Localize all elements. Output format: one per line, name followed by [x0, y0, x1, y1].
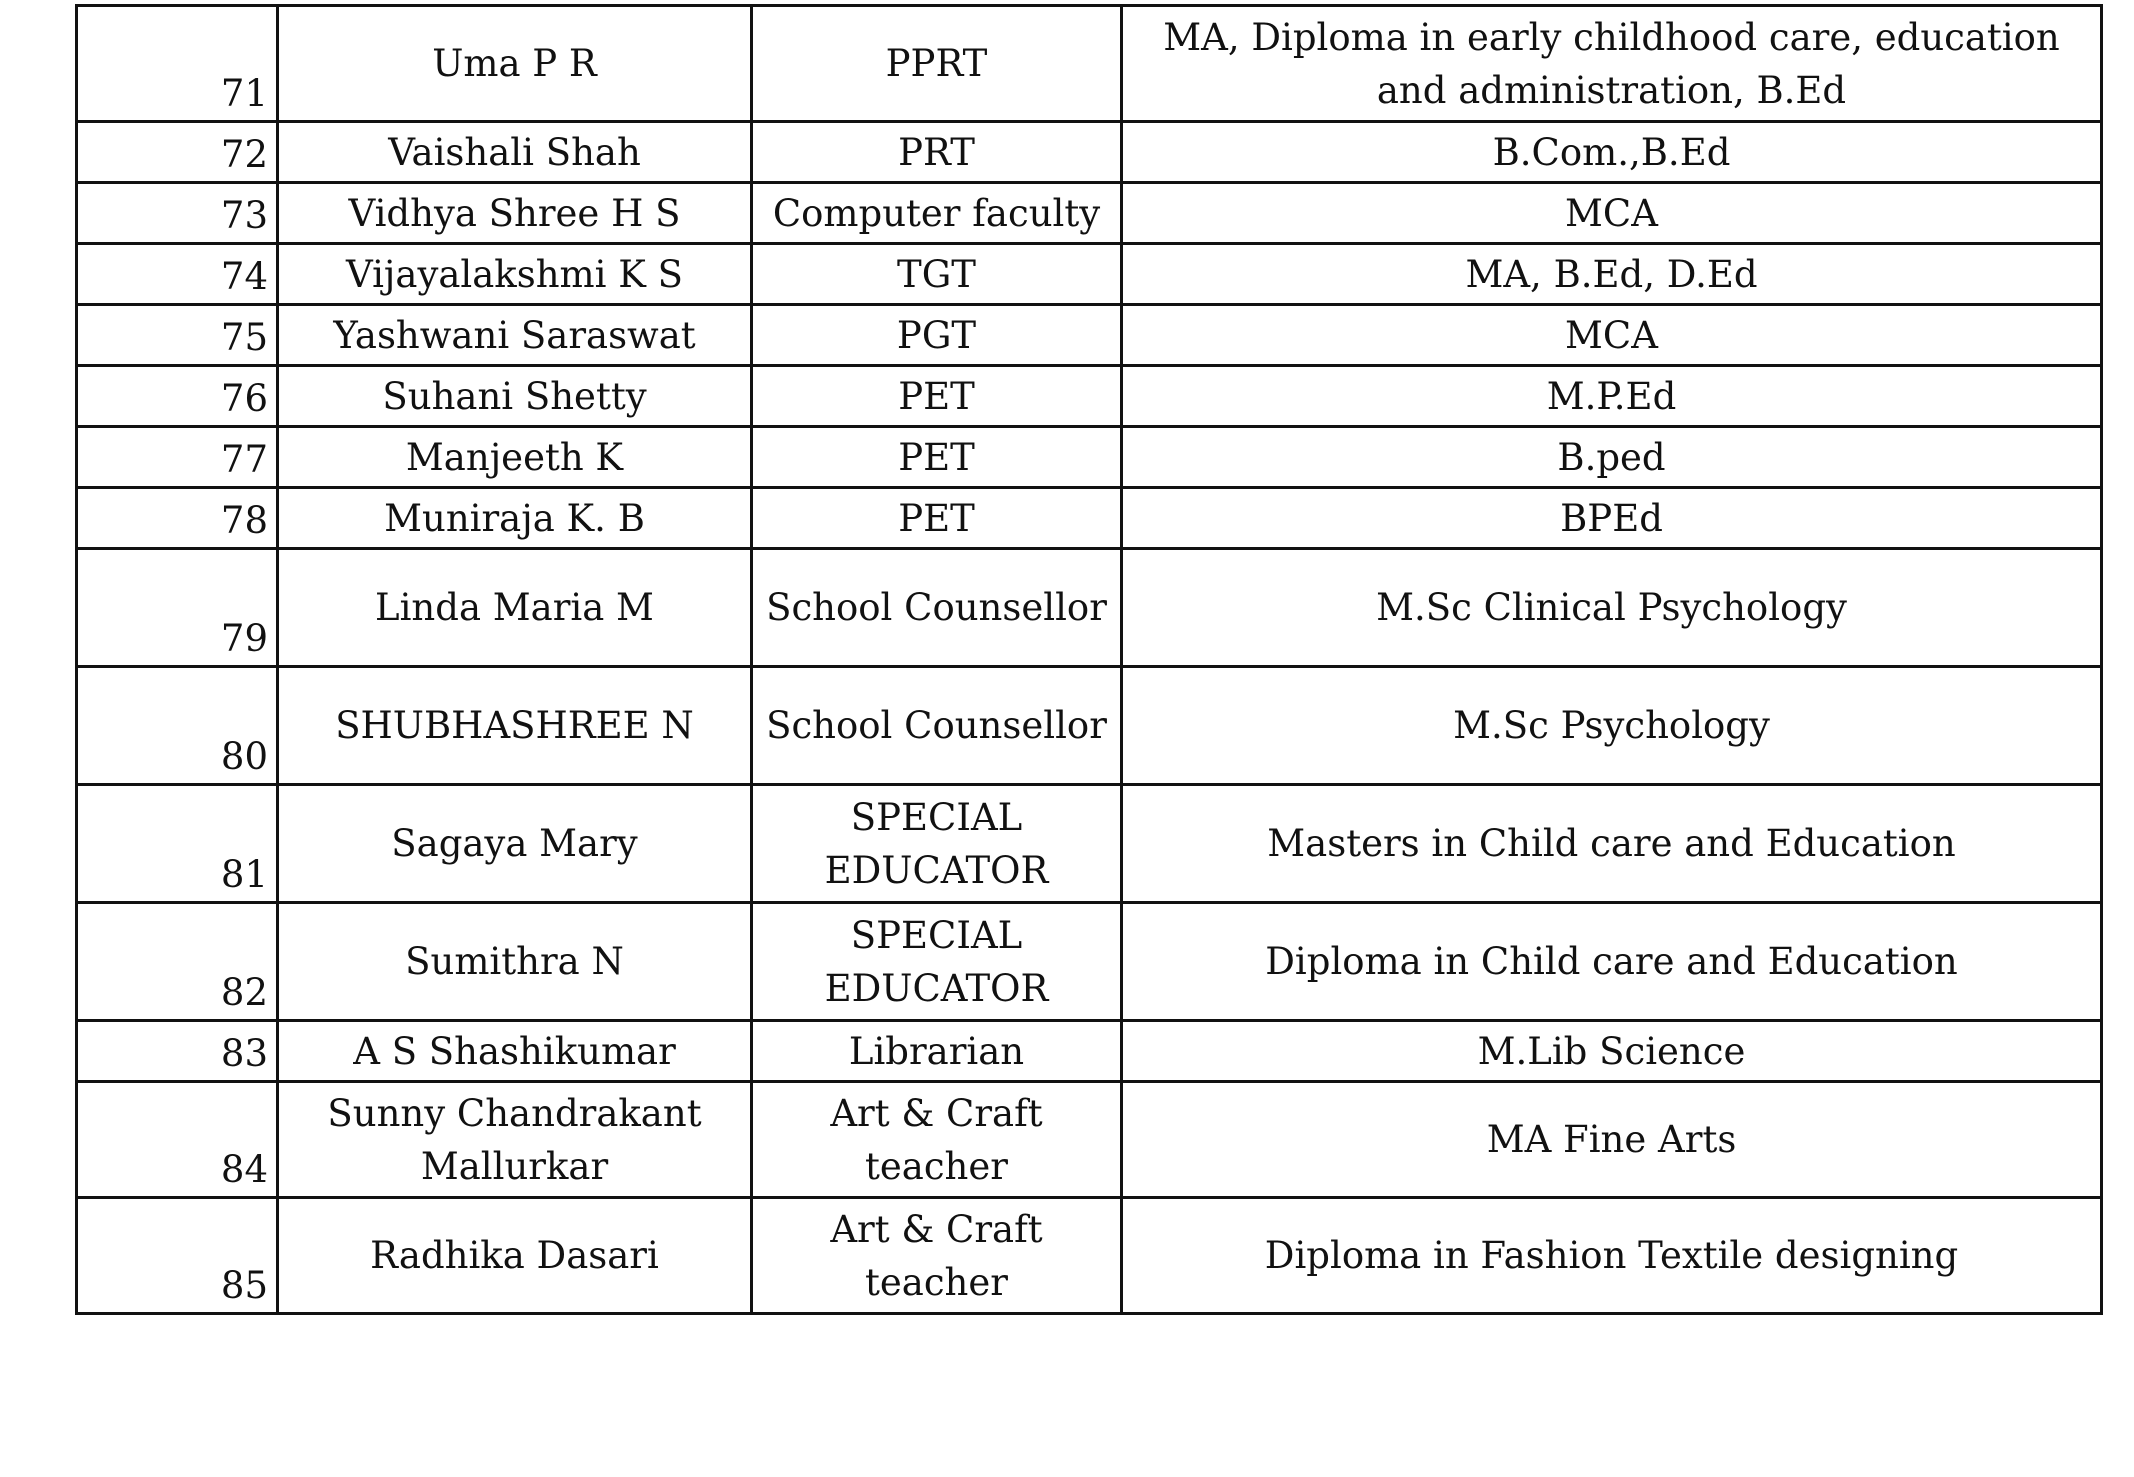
staff-name: Vaishali Shah: [278, 122, 752, 183]
serial-number: 79: [77, 549, 278, 667]
table-row: [77, 6, 2102, 122]
staff-qualification: MCA: [1122, 183, 2102, 244]
staff-designation: SPECIAL EDUCATOR: [752, 785, 1122, 903]
staff-designation: PET: [752, 488, 1122, 549]
table-row: [77, 366, 2102, 427]
staff-designation: Computer faculty: [752, 183, 1122, 244]
serial-number: 81: [77, 785, 278, 903]
staff-designation: TGT: [752, 244, 1122, 305]
staff-name: Radhika Dasari: [278, 1198, 752, 1314]
staff-name: SHUBHASHREE N: [278, 667, 752, 785]
table-row: [77, 785, 2102, 903]
table-row: [77, 1198, 2102, 1314]
table-row: [77, 427, 2102, 488]
serial-number: 71: [77, 6, 278, 122]
staff-qualification: M.Lib Science: [1122, 1021, 2102, 1082]
table-row: [77, 244, 2102, 305]
staff-name: Sunny Chandrakant Mallurkar: [278, 1082, 752, 1198]
serial-number: 76: [77, 366, 278, 427]
table-row: [77, 667, 2102, 785]
serial-number: 75: [77, 305, 278, 366]
staff-designation: Art & Craft teacher: [752, 1198, 1122, 1314]
table-row: [77, 1082, 2102, 1198]
staff-name: Yashwani Saraswat: [278, 305, 752, 366]
staff-designation: Librarian: [752, 1021, 1122, 1082]
staff-name: Uma P R: [278, 6, 752, 122]
staff-name: Vidhya Shree H S: [278, 183, 752, 244]
staff-designation: PGT: [752, 305, 1122, 366]
serial-number: 84: [77, 1082, 278, 1198]
serial-number: 73: [77, 183, 278, 244]
staff-name: Sumithra N: [278, 903, 752, 1021]
staff-designation: School Counsellor: [752, 549, 1122, 667]
serial-number: 82: [77, 903, 278, 1021]
staff-qualification: Masters in Child care and Education: [1122, 785, 2102, 903]
staff-name: A S Shashikumar: [278, 1021, 752, 1082]
staff-qualification: MA, B.Ed, D.Ed: [1122, 244, 2102, 305]
staff-qualification: M.P.Ed: [1122, 366, 2102, 427]
serial-number: 72: [77, 122, 278, 183]
staff-qualification: M.Sc Psychology: [1122, 667, 2102, 785]
staff-qualification: MA Fine Arts: [1122, 1082, 2102, 1198]
serial-number: 83: [77, 1021, 278, 1082]
staff-table: [75, 4, 2103, 1315]
table-row: [77, 122, 2102, 183]
staff-qualification: MA, Diploma in early childhood care, education and administration, B.Ed: [1122, 6, 2102, 122]
table-row: [77, 305, 2102, 366]
table-row: [77, 183, 2102, 244]
serial-number: 80: [77, 667, 278, 785]
staff-designation: School Counsellor: [752, 667, 1122, 785]
serial-number: 77: [77, 427, 278, 488]
table-row: [77, 1021, 2102, 1082]
serial-number: 74: [77, 244, 278, 305]
staff-name: Sagaya Mary: [278, 785, 752, 903]
staff-designation: Art & Craft teacher: [752, 1082, 1122, 1198]
staff-name: Suhani Shetty: [278, 366, 752, 427]
staff-qualification: B.ped: [1122, 427, 2102, 488]
serial-number: 78: [77, 488, 278, 549]
table-row: [77, 488, 2102, 549]
staff-qualification: M.Sc Clinical Psychology: [1122, 549, 2102, 667]
staff-designation: PRT: [752, 122, 1122, 183]
staff-name: Vijayalakshmi K S: [278, 244, 752, 305]
table-row: [77, 903, 2102, 1021]
staff-qualification: Diploma in Child care and Education: [1122, 903, 2102, 1021]
serial-number: 85: [77, 1198, 278, 1314]
staff-designation: PET: [752, 366, 1122, 427]
staff-designation: PPRT: [752, 6, 1122, 122]
table-row: [77, 549, 2102, 667]
staff-designation: PET: [752, 427, 1122, 488]
staff-qualification: Diploma in Fashion Textile designing: [1122, 1198, 2102, 1314]
staff-name: Linda Maria M: [278, 549, 752, 667]
staff-qualification: MCA: [1122, 305, 2102, 366]
staff-name: Manjeeth K: [278, 427, 752, 488]
staff-name: Muniraja K. B: [278, 488, 752, 549]
staff-qualification: BPEd: [1122, 488, 2102, 549]
staff-designation: SPECIAL EDUCATOR: [752, 903, 1122, 1021]
staff-qualification: B.Com.,B.Ed: [1122, 122, 2102, 183]
